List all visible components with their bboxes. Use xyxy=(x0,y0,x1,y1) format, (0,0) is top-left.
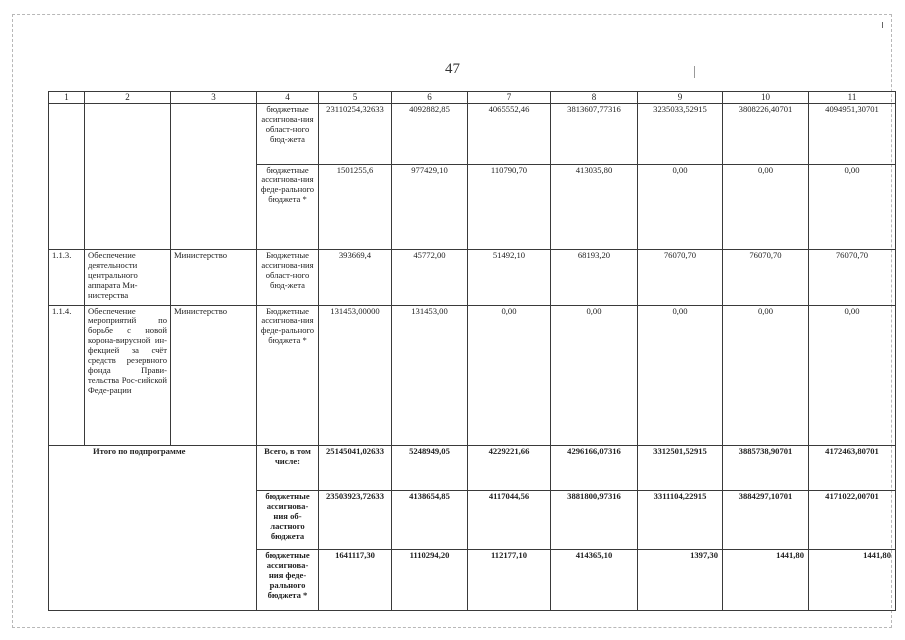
value-cell: 1397,30 xyxy=(638,550,723,611)
value-cell: 110790,70 xyxy=(468,164,551,250)
executor-cell xyxy=(171,104,257,250)
value-cell: 0,00 xyxy=(723,305,809,445)
value-cell: 0,00 xyxy=(638,305,723,445)
value-cell: 3884297,10701 xyxy=(723,491,809,550)
value-cell: 0,00 xyxy=(809,164,896,250)
total-row xyxy=(49,445,896,490)
funding-source-cell: бюджетные ассигнова-ния феде-рального бюджета * xyxy=(257,164,319,250)
value-cell: 4094951,30701 xyxy=(809,104,896,164)
executor-cell: Министерство xyxy=(171,305,257,445)
column-number: 11 xyxy=(809,92,896,104)
column-number: 8 xyxy=(551,92,638,104)
value-cell: 76070,70 xyxy=(638,250,723,305)
value-cell: 393669,4 xyxy=(319,250,392,305)
funding-source-cell: бюджетные ассигнова-ния област-ного бюд-жета xyxy=(257,104,319,164)
name-cell: Обеспечение деятельности центрального аппарата Ми-нистерства xyxy=(85,250,171,305)
column-number: 6 xyxy=(392,92,468,104)
scan-speck xyxy=(694,66,695,78)
column-number-row xyxy=(49,92,896,104)
scan-speck xyxy=(882,22,883,28)
funding-source-cell: бюджетные ассигнова-ния феде-рального бюджета * xyxy=(257,550,319,611)
value-cell: 4138654,85 xyxy=(392,491,468,550)
value-cell: 45772,00 xyxy=(392,250,468,305)
column-number: 3 xyxy=(171,92,257,104)
executor-cell: Министерство xyxy=(171,250,257,305)
code-cell: 1.1.4. xyxy=(49,305,85,445)
code-cell xyxy=(49,104,85,250)
value-cell: 4229221,66 xyxy=(468,445,551,490)
value-cell: 4092882,85 xyxy=(392,104,468,164)
value-cell: 414365,10 xyxy=(551,550,638,611)
table-row xyxy=(49,250,896,305)
funding-source-cell: Бюджетные ассигнова-ния област-ного бюд-жета xyxy=(257,250,319,305)
value-cell: 1441,80 xyxy=(723,550,809,611)
value-cell: 1441,80 xyxy=(809,550,896,611)
name-cell: Обеспечение мероприятий по борьбе с новой корона-вирусной ин-фекцией за счёт средств резервного фонда Прави-тельства Рос-сийской Феде-рации xyxy=(85,305,171,445)
value-cell: 1641117,30 xyxy=(319,550,392,611)
value-cell: 23110254,32633 xyxy=(319,104,392,164)
column-number: 9 xyxy=(638,92,723,104)
value-cell: 131453,00000 xyxy=(319,305,392,445)
column-number: 7 xyxy=(468,92,551,104)
value-cell: 4117044,56 xyxy=(468,491,551,550)
code-cell: 1.1.3. xyxy=(49,250,85,305)
funding-source-cell: бюджетные ассигнова-ния об-ластного бюджета xyxy=(257,491,319,550)
value-cell: 25145041,02633 xyxy=(319,445,392,490)
value-cell: 3885738,90701 xyxy=(723,445,809,490)
value-cell: 1501255,6 xyxy=(319,164,392,250)
value-cell: 0,00 xyxy=(809,305,896,445)
value-cell: 3813607,77316 xyxy=(551,104,638,164)
value-cell: 3311104,22915 xyxy=(638,491,723,550)
table-row xyxy=(49,104,896,164)
budget-table xyxy=(48,91,896,611)
value-cell: 131453,00 xyxy=(392,305,468,445)
value-cell: 76070,70 xyxy=(809,250,896,305)
value-cell: 0,00 xyxy=(638,164,723,250)
column-number: 10 xyxy=(723,92,809,104)
value-cell: 3808226,40701 xyxy=(723,104,809,164)
value-cell: 4172463,80701 xyxy=(809,445,896,490)
value-cell: 0,00 xyxy=(723,164,809,250)
name-cell xyxy=(85,104,171,250)
funding-source-cell: Всего, в том числе: xyxy=(257,445,319,490)
page-number: 47 xyxy=(445,61,460,77)
value-cell: 68193,20 xyxy=(551,250,638,305)
value-cell: 0,00 xyxy=(551,305,638,445)
total-label: Итого по подпрограмме xyxy=(49,445,257,610)
value-cell: 977429,10 xyxy=(392,164,468,250)
funding-source-cell: Бюджетные ассигнова-ния феде-рального бюджета * xyxy=(257,305,319,445)
value-cell: 4296166,07316 xyxy=(551,445,638,490)
value-cell: 1110294,20 xyxy=(392,550,468,611)
value-cell: 3312501,52915 xyxy=(638,445,723,490)
value-cell: 5248949,05 xyxy=(392,445,468,490)
value-cell: 23503923,72633 xyxy=(319,491,392,550)
column-number: 1 xyxy=(49,92,85,104)
value-cell: 4171022,00701 xyxy=(809,491,896,550)
column-number: 4 xyxy=(257,92,319,104)
value-cell: 4065552,46 xyxy=(468,104,551,164)
value-cell: 3235033,52915 xyxy=(638,104,723,164)
value-cell: 413035,80 xyxy=(551,164,638,250)
value-cell: 3881800,97316 xyxy=(551,491,638,550)
table-row xyxy=(49,305,896,445)
value-cell: 51492,10 xyxy=(468,250,551,305)
value-cell: 76070,70 xyxy=(723,250,809,305)
value-cell: 0,00 xyxy=(468,305,551,445)
column-number: 5 xyxy=(319,92,392,104)
value-cell: 112177,10 xyxy=(468,550,551,611)
column-number: 2 xyxy=(85,92,171,104)
